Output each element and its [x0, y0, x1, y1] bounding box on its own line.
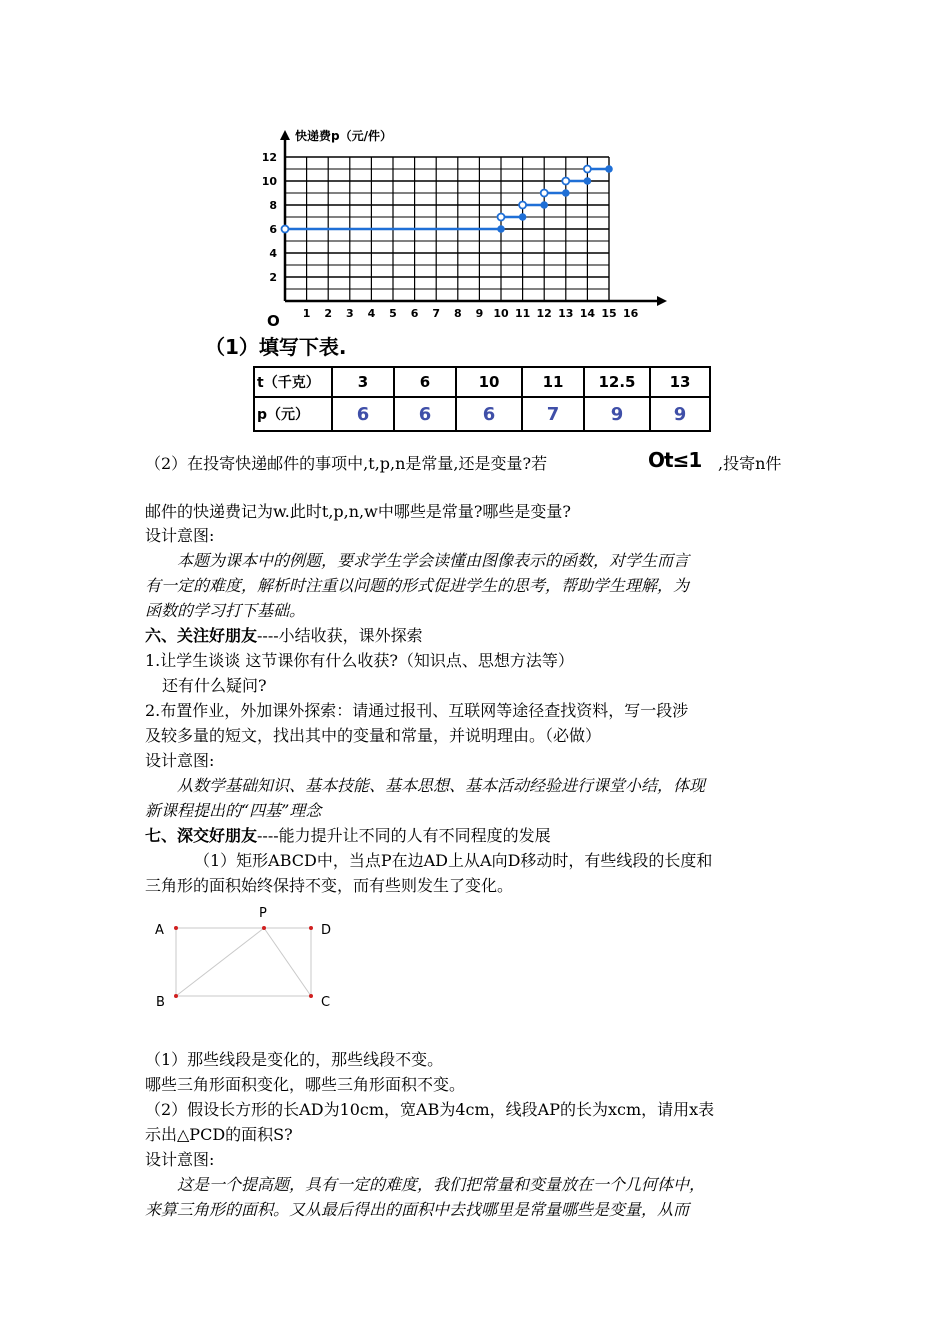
intent2-l1: 从数学基础知识、基本技能、基本思想、基本活动经验进行课堂小结，体现: [177, 776, 706, 795]
x-tick-label: 15: [601, 307, 617, 320]
y-tick-label: 2: [269, 271, 277, 284]
x-tick-label: 2: [324, 307, 333, 320]
table-cell: 7: [522, 397, 584, 431]
x-tick-label: 10: [493, 307, 509, 320]
s6-item1: 1.让学生谈谈 这节课你有什么收获?（知识点、思想方法等）: [145, 651, 574, 670]
x-tick-label: 7: [432, 307, 441, 320]
q2-line2: 邮件的快递费记为w.此时t,p,n,w中哪些是常量?哪些是变量?: [145, 502, 571, 521]
x-tick-label: 3: [345, 307, 354, 320]
open-point: [282, 226, 289, 233]
s6-item2a: 2.布置作业，外加课外探索：请通过报刊、互联网等途径查找资料，写一段涉: [145, 701, 689, 720]
table-row: [254, 367, 710, 397]
point-a: [174, 926, 178, 930]
q2-area-line1: （2）假设长方形的长AD为10cm，宽AB为4cm，线段AP的长为xcm，请用x表: [145, 1100, 715, 1119]
row2-label: p（元）: [254, 397, 332, 431]
y-tick-label: 4: [269, 247, 277, 260]
open-point: [584, 166, 591, 173]
section7-title: 七、深交好朋友: [145, 826, 258, 845]
intent1-l2: 有一定的难度，解析时注重以问题的形式促进学生的思考，帮助学生理解，为: [145, 576, 690, 595]
x-tick-label: 6: [410, 307, 419, 320]
point-c: [309, 994, 313, 998]
s7-p1: （1）矩形ABCD中，当点P在边AD上从A向D移动时，有些线段的长度和: [194, 851, 713, 870]
closed-point: [497, 225, 505, 233]
section6-heading: [145, 624, 423, 648]
y-tick-label: 6: [269, 223, 277, 236]
x-tick-label: 4: [367, 307, 376, 320]
open-point: [498, 214, 505, 221]
step-chart: [255, 120, 675, 330]
open-point: [519, 202, 526, 209]
table-cell: 10: [456, 367, 522, 397]
open-point: [562, 178, 569, 185]
closed-point: [605, 165, 613, 173]
point-p: [262, 926, 266, 930]
intent1-l1: 本题为课本中的例题，要求学生学会读懂由图像表示的函数，对学生而言: [177, 551, 690, 570]
x-tick-label: 16: [622, 307, 639, 320]
closed-point: [540, 201, 548, 209]
table-cell: 12.5: [584, 367, 650, 397]
q2-line1b: ,投寄n件: [718, 454, 782, 473]
table-cell: 6: [394, 367, 456, 397]
x-tick-label: 1: [302, 307, 311, 320]
table-row: [254, 397, 710, 431]
s6-item2b: 及较多量的短文，找出其中的变量和常量，并说明理由。（必做）: [145, 726, 602, 745]
q1-line2: 哪些三角形面积变化，哪些三角形面积不变。: [145, 1075, 466, 1094]
table-cell: 9: [650, 397, 710, 431]
table-cell: 6: [332, 397, 394, 431]
x-tick-label: 5: [389, 307, 397, 320]
label-d: D: [321, 923, 332, 938]
s6-item1b: 还有什么疑问?: [162, 676, 267, 695]
q2-area-line2: 示出△PCD的面积S?: [145, 1125, 293, 1144]
origin-label: O: [267, 312, 280, 330]
table-cell: 11: [522, 367, 584, 397]
intent3-title: 设计意图:: [145, 1150, 215, 1169]
row1-label: t（千克）: [254, 367, 332, 397]
q1-line1: （1）那些线段是变化的，那些线段不变。: [145, 1050, 444, 1069]
closed-point: [519, 213, 527, 221]
x-tick-label: 12: [536, 307, 552, 320]
intent3-l1: 这是一个提高题，具有一定的难度，我们把常量和变量放在一个几何体中，: [177, 1175, 706, 1194]
table-cell: 3: [332, 367, 394, 397]
x-tick-label: 9: [475, 307, 484, 320]
point-d: [309, 926, 313, 930]
closed-point: [584, 177, 592, 185]
point-b: [174, 994, 178, 998]
table-cell: 9: [584, 397, 650, 431]
y-tick-label: 12: [261, 151, 277, 164]
intent2-title: 设计意图:: [145, 751, 215, 770]
section7-subtitle: ----能力提升让不同的人有不同程度的发展: [257, 826, 551, 845]
closed-point: [562, 189, 570, 197]
y-axis-arrow: [280, 130, 290, 140]
table-cell: 6: [456, 397, 522, 431]
rectangle-figure: [145, 900, 355, 1015]
rectangle-abcd: [176, 928, 311, 996]
label-c: C: [321, 995, 331, 1010]
x-axis-arrow: [657, 296, 667, 306]
intent3-l2: 来算三角形的面积。又从最后得出的面积中去找哪里是常量哪些是变量，从而: [145, 1200, 690, 1219]
open-point: [541, 190, 548, 197]
label-p: P: [259, 906, 267, 921]
table-cell: 13: [650, 367, 710, 397]
section7-heading: [145, 824, 551, 848]
segment-pc: [264, 928, 311, 996]
segment-bp: [176, 928, 264, 996]
intent1-l3: 函数的学习打下基础。: [145, 601, 306, 620]
table-title: （1）填写下表.: [205, 335, 347, 359]
x-tick-label: 13: [558, 307, 574, 320]
fee-table: [253, 366, 711, 432]
label-b: B: [156, 995, 165, 1010]
intent1-title: 设计意图:: [145, 526, 215, 545]
formula-image: Ot≤1: [648, 448, 702, 472]
s7-p2: 三角形的面积始终保持不变，而有些则发生了变化。: [145, 876, 514, 895]
label-a: A: [155, 923, 164, 938]
q2-line1a: （2）在投寄快递邮件的事项中,t,p,n是常量,还是变量?若: [145, 454, 548, 473]
intent2-l2: 新课程提出的“四基”理念: [145, 801, 322, 820]
section6-title: 六、关注好朋友: [145, 626, 258, 645]
x-tick-label: 11: [514, 307, 531, 320]
y-tick-label: 8: [269, 199, 277, 212]
table-cell: 6: [394, 397, 456, 431]
x-tick-label: 8: [453, 307, 462, 320]
y-tick-label: 10: [261, 175, 277, 188]
y-axis-label: 快递费p（元/件）: [295, 129, 392, 143]
x-tick-label: 14: [579, 307, 596, 320]
section6-subtitle: ----小结收获，课外探索: [257, 626, 423, 645]
